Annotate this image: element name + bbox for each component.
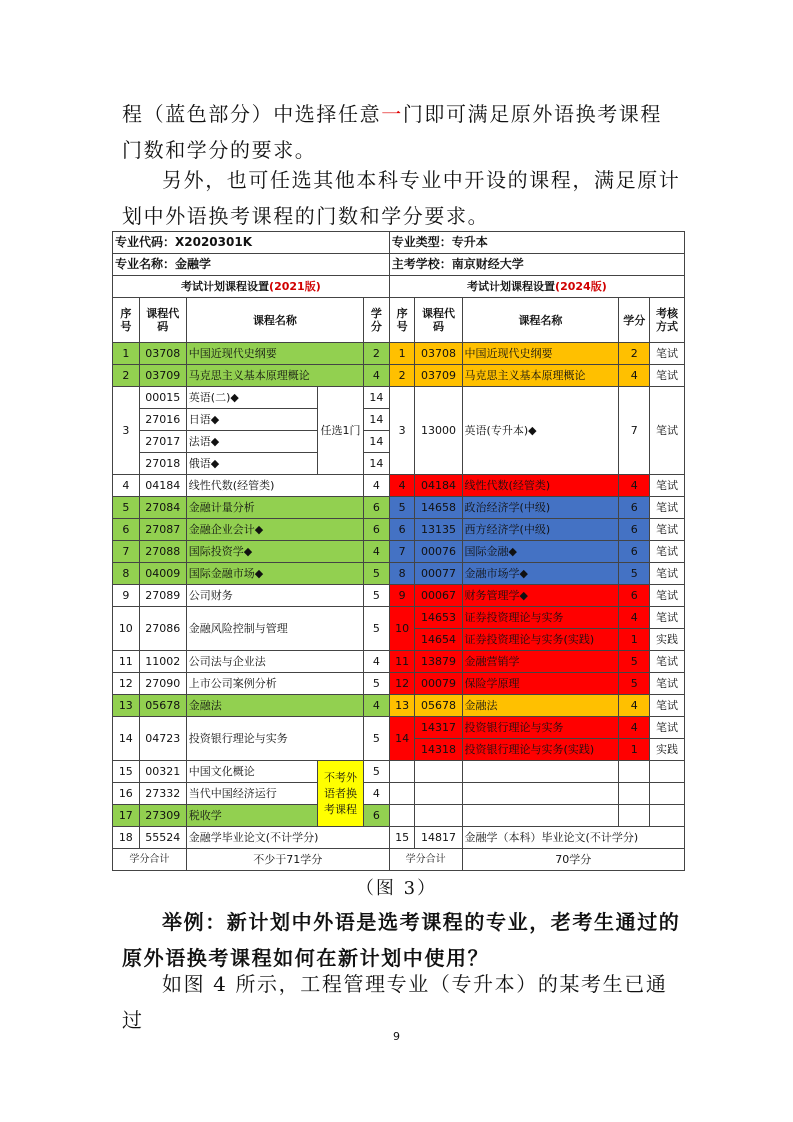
- new-code: 14654: [415, 629, 462, 651]
- new-course-name: 金融学（本科）毕业论文(不计学分): [462, 827, 684, 849]
- new-credit: 4: [619, 365, 650, 387]
- old-credit: 4: [364, 783, 390, 805]
- new-code: 00077: [415, 563, 462, 585]
- new-seq: 9: [389, 585, 415, 607]
- col-method-new: 考核方式: [650, 298, 685, 343]
- old-code: 03709: [139, 365, 186, 387]
- non-exam-note: 不考外语者换考课程: [317, 761, 363, 827]
- col-seq-new: 序号: [389, 298, 415, 343]
- new-method: 笔试: [650, 541, 685, 563]
- old-seq: 15: [113, 761, 140, 783]
- major-type: 专业类型：专升本: [389, 232, 684, 254]
- old-course-name: 税收学: [186, 805, 317, 827]
- new-course-name: 财务管理学◆: [462, 585, 619, 607]
- old-course-name: 投资银行理论与实务: [186, 717, 363, 761]
- new-credit-empty: [619, 761, 650, 783]
- new-code: 03709: [415, 365, 462, 387]
- old-course-name: 国际投资学◆: [186, 541, 363, 563]
- table-row: [113, 783, 685, 805]
- old-course-name: 国际金融市场◆: [186, 563, 363, 585]
- old-seq: 11: [113, 651, 140, 673]
- new-course-name: 金融法: [462, 695, 619, 717]
- new-method: 笔试: [650, 651, 685, 673]
- old-code: 27018: [139, 453, 186, 475]
- old-course-name: 线性代数(经管类): [186, 475, 363, 497]
- table-row: [113, 519, 685, 541]
- new-plan-heading: 考试计划课程设置(2024版): [389, 276, 684, 298]
- old-seq: 3: [113, 387, 140, 475]
- total-credits-new: 70学分: [462, 849, 684, 871]
- col-name-old: 课程名称: [186, 298, 363, 343]
- new-credit: 5: [619, 563, 650, 585]
- new-seq: 5: [389, 497, 415, 519]
- major-name: 专业名称：金融学: [113, 254, 390, 276]
- course-plan-table: [112, 231, 685, 871]
- new-code: 04184: [415, 475, 462, 497]
- old-credit: 5: [364, 761, 390, 783]
- major-code: 专业代码：X2020301K: [113, 232, 390, 254]
- old-course-name: 金融学毕业论文(不计学分): [186, 827, 389, 849]
- old-seq: 12: [113, 673, 140, 695]
- table-row: [113, 607, 685, 629]
- new-code: 13879: [415, 651, 462, 673]
- total-label-old: 学分合计: [113, 849, 187, 871]
- new-course-name: 证券投资理论与实务(实践): [462, 629, 619, 651]
- old-seq: 4: [113, 475, 140, 497]
- new-course-name: 证券投资理论与实务: [462, 607, 619, 629]
- new-seq: 7: [389, 541, 415, 563]
- new-seq: 6: [389, 519, 415, 541]
- old-seq: 5: [113, 497, 140, 519]
- new-seq: 8: [389, 563, 415, 585]
- new-seq: 10: [389, 607, 415, 651]
- table-row: [113, 761, 685, 783]
- old-credit: 4: [364, 365, 390, 387]
- new-credit: 5: [619, 673, 650, 695]
- new-method-empty: [650, 761, 685, 783]
- old-code: 27309: [139, 805, 186, 827]
- old-course-name: 金融法: [186, 695, 363, 717]
- new-seq: 15: [389, 827, 415, 849]
- new-seq: 3: [389, 387, 415, 475]
- old-credit: 5: [364, 607, 390, 651]
- old-seq: 13: [113, 695, 140, 717]
- new-course-name: 投资银行理论与实务: [462, 717, 619, 739]
- new-course-name: 金融营销学: [462, 651, 619, 673]
- new-seq: 2: [389, 365, 415, 387]
- host-school: 主考学校：南京财经大学: [389, 254, 684, 276]
- old-code: 27016: [139, 409, 186, 431]
- example-heading: 举例：新计划中外语是选考课程的专业，老考生通过的原外语换考课程如何在新计划中使用？: [122, 910, 681, 970]
- table-row: [113, 805, 685, 827]
- new-method: 笔试: [650, 365, 685, 387]
- new-credit: 7: [619, 387, 650, 475]
- table-row: [113, 563, 685, 585]
- new-course-name: 线性代数(经管类): [462, 475, 619, 497]
- old-code: 04723: [139, 717, 186, 761]
- old-course-name: 金融计量分析: [186, 497, 363, 519]
- new-code: 14653: [415, 607, 462, 629]
- new-code: 00079: [415, 673, 462, 695]
- new-credit: 4: [619, 695, 650, 717]
- col-credit-new: 学分: [619, 298, 650, 343]
- table-row: [113, 651, 685, 673]
- old-credit: 5: [364, 717, 390, 761]
- new-course-name-empty: [462, 805, 619, 827]
- new-course-name: 投资银行理论与实务(实践): [462, 739, 619, 761]
- new-method: 笔试: [650, 343, 685, 365]
- old-code: 27017: [139, 431, 186, 453]
- old-credit: 2: [364, 343, 390, 365]
- new-code: 14318: [415, 739, 462, 761]
- old-plan-heading: 考试计划课程设置(2021版): [113, 276, 390, 298]
- elective-note: 任选1门: [317, 387, 363, 475]
- old-course-name: 英语(二)◆: [186, 387, 317, 409]
- old-seq: 18: [113, 827, 140, 849]
- table-row: [113, 673, 685, 695]
- new-method: 实践: [650, 739, 685, 761]
- new-credit: 1: [619, 739, 650, 761]
- old-course-name: 公司法与企业法: [186, 651, 363, 673]
- new-seq: 4: [389, 475, 415, 497]
- total-credits-old: 不少于71学分: [186, 849, 389, 871]
- new-code: 13135: [415, 519, 462, 541]
- old-credit: 4: [364, 475, 390, 497]
- new-credit: 6: [619, 519, 650, 541]
- col-name-new: 课程名称: [462, 298, 619, 343]
- table-row: [113, 695, 685, 717]
- page-number: 9: [393, 1030, 400, 1043]
- new-seq: 12: [389, 673, 415, 695]
- new-method: 笔试: [650, 497, 685, 519]
- old-seq: 2: [113, 365, 140, 387]
- table-row: [113, 497, 685, 519]
- old-course-name: 中国文化概论: [186, 761, 317, 783]
- old-course-name: 当代中国经济运行: [186, 783, 317, 805]
- new-code: 00076: [415, 541, 462, 563]
- old-course-name: 上市公司案例分析: [186, 673, 363, 695]
- new-method: 笔试: [650, 695, 685, 717]
- old-code: 27088: [139, 541, 186, 563]
- new-code: 00067: [415, 585, 462, 607]
- new-credit: 4: [619, 475, 650, 497]
- table-row: [113, 343, 685, 365]
- old-credit: 6: [364, 519, 390, 541]
- old-credit: 4: [364, 651, 390, 673]
- new-seq: 1: [389, 343, 415, 365]
- new-course-name: 马克思主义基本原理概论: [462, 365, 619, 387]
- old-credit: 14: [364, 453, 390, 475]
- new-course-name: 英语(专升本)◆: [462, 387, 619, 475]
- old-credit: 4: [364, 541, 390, 563]
- new-method-empty: [650, 805, 685, 827]
- old-credit: 5: [364, 563, 390, 585]
- new-method: 笔试: [650, 519, 685, 541]
- table-row: [113, 827, 685, 849]
- old-code: 27087: [139, 519, 186, 541]
- old-seq: 14: [113, 717, 140, 761]
- old-course-name: 金融企业会计◆: [186, 519, 363, 541]
- col-code-old: 课程代码: [139, 298, 186, 343]
- old-seq: 8: [113, 563, 140, 585]
- new-course-name-empty: [462, 783, 619, 805]
- new-method: 笔试: [650, 387, 685, 475]
- figure-caption: （图 3）: [355, 878, 438, 899]
- old-credit: 6: [364, 497, 390, 519]
- new-course-name: 国际金融◆: [462, 541, 619, 563]
- intro-paragraph-1: 程（蓝色部分）中选择任意一门即可满足原外语换考课程门数和学分的要求。: [122, 102, 663, 162]
- new-code: 14658: [415, 497, 462, 519]
- new-credit: 6: [619, 497, 650, 519]
- new-credit: 4: [619, 717, 650, 739]
- new-method: 笔试: [650, 475, 685, 497]
- intro-paragraph-2: 另外，也可任选其他本科专业中开设的课程，满足原计划中外语换考课程的门数和学分要求。: [122, 168, 681, 228]
- new-code-empty: [415, 783, 462, 805]
- new-method: 笔试: [650, 563, 685, 585]
- table-row: [113, 541, 685, 563]
- new-course-name: 金融市场学◆: [462, 563, 619, 585]
- new-method: 笔试: [650, 673, 685, 695]
- old-code: 27086: [139, 607, 186, 651]
- old-code: 04009: [139, 563, 186, 585]
- old-credit: 5: [364, 585, 390, 607]
- new-credit: 6: [619, 541, 650, 563]
- old-seq: 10: [113, 607, 140, 651]
- new-course-name-empty: [462, 761, 619, 783]
- old-course-name: 马克思主义基本原理概论: [186, 365, 363, 387]
- new-course-name: 中国近现代史纲要: [462, 343, 619, 365]
- new-credit: 4: [619, 607, 650, 629]
- old-course-name: 日语◆: [186, 409, 317, 431]
- col-credit-old: 学分: [364, 298, 390, 343]
- old-credit: 4: [364, 695, 390, 717]
- old-code: 00015: [139, 387, 186, 409]
- table-row: [113, 585, 685, 607]
- old-code: 00321: [139, 761, 186, 783]
- new-course-name: 保险学原理: [462, 673, 619, 695]
- new-code: 05678: [415, 695, 462, 717]
- table-row: [113, 717, 685, 739]
- old-credit: 5: [364, 673, 390, 695]
- table-row: [113, 365, 685, 387]
- new-code: 14817: [415, 827, 462, 849]
- new-seq-empty: [389, 783, 415, 805]
- new-credit: 5: [619, 651, 650, 673]
- old-credit: 6: [364, 805, 390, 827]
- new-course-name: 西方经济学(中级): [462, 519, 619, 541]
- new-method: 笔试: [650, 585, 685, 607]
- old-seq: 6: [113, 519, 140, 541]
- new-seq: 13: [389, 695, 415, 717]
- old-seq: 7: [113, 541, 140, 563]
- new-code: 14317: [415, 717, 462, 739]
- old-seq: 17: [113, 805, 140, 827]
- col-seq-old: 序号: [113, 298, 140, 343]
- old-credit: 14: [364, 431, 390, 453]
- old-credit: 14: [364, 387, 390, 409]
- table-row: [113, 475, 685, 497]
- new-seq-empty: [389, 805, 415, 827]
- col-code-new: 课程代码: [415, 298, 462, 343]
- old-code: 27089: [139, 585, 186, 607]
- total-label-new: 学分合计: [389, 849, 462, 871]
- old-code: 27090: [139, 673, 186, 695]
- new-code: 03708: [415, 343, 462, 365]
- new-credit-empty: [619, 783, 650, 805]
- old-course-name: 中国近现代史纲要: [186, 343, 363, 365]
- old-code: 11002: [139, 651, 186, 673]
- old-seq: 9: [113, 585, 140, 607]
- old-code: 55524: [139, 827, 186, 849]
- new-credit: 6: [619, 585, 650, 607]
- new-credit-empty: [619, 805, 650, 827]
- body-paragraph: 如图 4 所示，工程管理专业（专升本）的某考生已通过: [122, 972, 668, 1032]
- new-seq: 14: [389, 717, 415, 761]
- new-course-name: 政治经济学(中级): [462, 497, 619, 519]
- new-seq-empty: [389, 761, 415, 783]
- old-course-name: 公司财务: [186, 585, 363, 607]
- old-course-name: 俄语◆: [186, 453, 317, 475]
- new-credit: 2: [619, 343, 650, 365]
- old-seq: 1: [113, 343, 140, 365]
- old-course-name: 金融风险控制与管理: [186, 607, 363, 651]
- old-credit: 14: [364, 409, 390, 431]
- new-method: 笔试: [650, 717, 685, 739]
- new-code-empty: [415, 761, 462, 783]
- old-seq: 16: [113, 783, 140, 805]
- old-code: 05678: [139, 695, 186, 717]
- old-code: 27084: [139, 497, 186, 519]
- old-code: 04184: [139, 475, 186, 497]
- old-code: 03708: [139, 343, 186, 365]
- new-method: 实践: [650, 629, 685, 651]
- new-method: 笔试: [650, 607, 685, 629]
- old-code: 27332: [139, 783, 186, 805]
- totals-row: [113, 849, 685, 871]
- new-code: 13000: [415, 387, 462, 475]
- new-code-empty: [415, 805, 462, 827]
- new-credit: 1: [619, 629, 650, 651]
- old-course-name: 法语◆: [186, 431, 317, 453]
- table-row: [113, 387, 685, 409]
- new-method-empty: [650, 783, 685, 805]
- new-seq: 11: [389, 651, 415, 673]
